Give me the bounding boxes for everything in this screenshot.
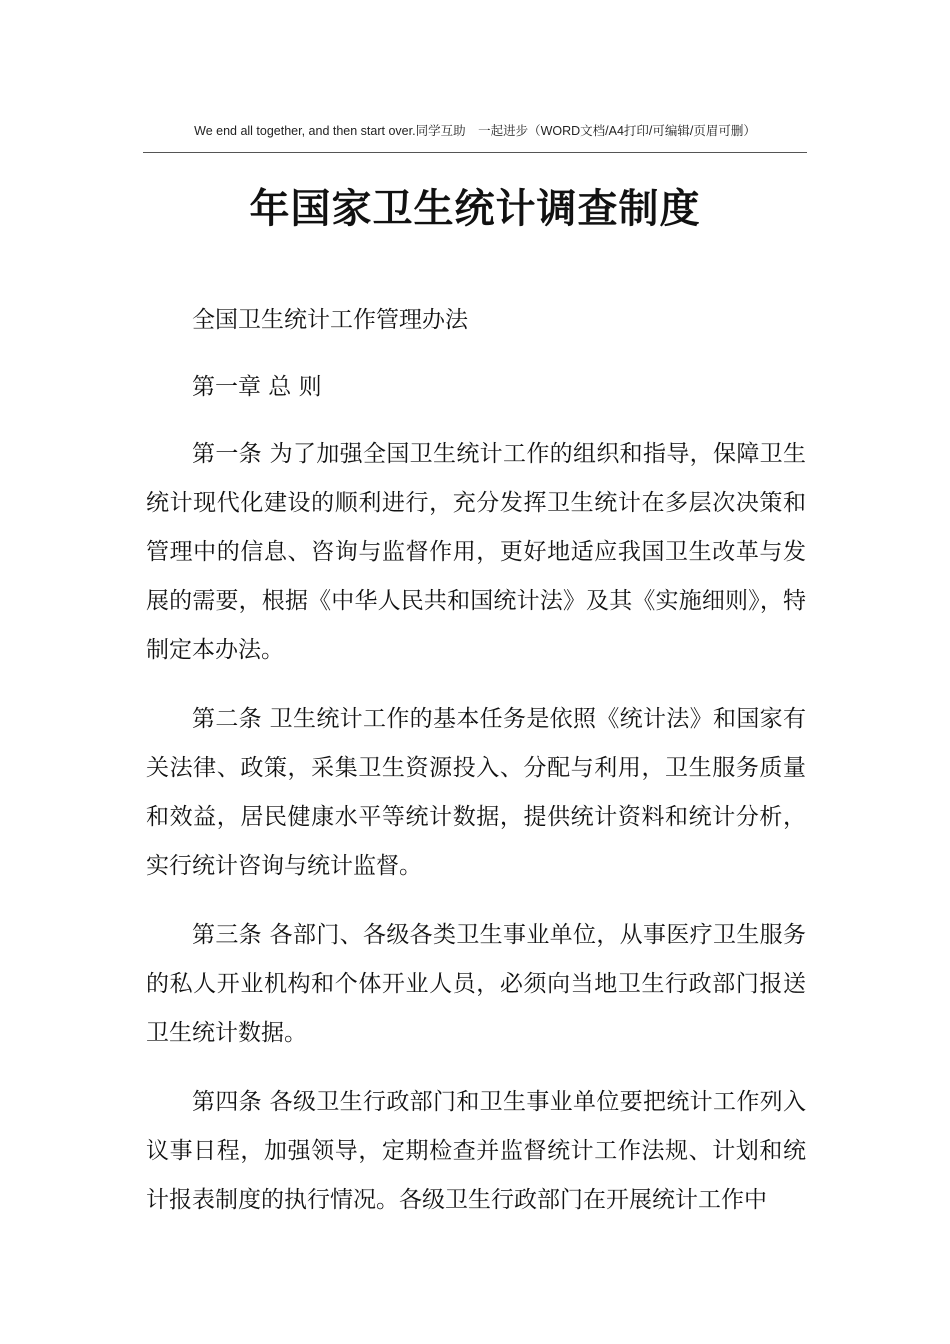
- document-body: [146, 296, 806, 1225]
- header-divider: [143, 152, 807, 153]
- article-paragraph: 第二条 卫生统计工作的基本任务是依照《统计法》和国家有关法律、政策，采集卫生资源投入、分配与利用，卫生服务质量和效益，居民健康水平等统计数据，提供统计资料和统计分析，实行统计咨询与统计监督。: [146, 706, 806, 879]
- article-paragraph: 第四条 各级卫生行政部门和卫生事业单位要把统计工作列入议事日程，加强领导，定期检查并监督统计工作法规、计划和统计报表制度的执行情况。各级卫生行政部门在开展统计工作中: [146, 1089, 806, 1213]
- article-paragraph: 第一条 为了加强全国卫生统计工作的组织和指导，保障卫生统计现代化建设的顺利进行，充分发挥卫生统计在多层次决策和管理中的信息、咨询与监督作用，更好地适应我国卫生改革与发展的需要，根据《中华人民共和国统计法》及其《实施细则》，特制定本办法。: [146, 441, 806, 663]
- section-title: 全国卫生统计工作管理办法: [192, 307, 468, 333]
- chapter-title: 第一章 总 则: [192, 374, 322, 400]
- header-note: We end all together, and then start over.同学互助 一起进步（WORD文档/A4打印/可编辑/页眉可删）: [194, 124, 756, 138]
- article-paragraph: 第三条 各部门、各级各类卫生事业单位，从事医疗卫生服务的私人开业机构和个体开业人员，必须向当地卫生行政部门报送卫生统计数据。: [146, 922, 806, 1046]
- document-title: 年国家卫生统计调查制度: [249, 184, 701, 232]
